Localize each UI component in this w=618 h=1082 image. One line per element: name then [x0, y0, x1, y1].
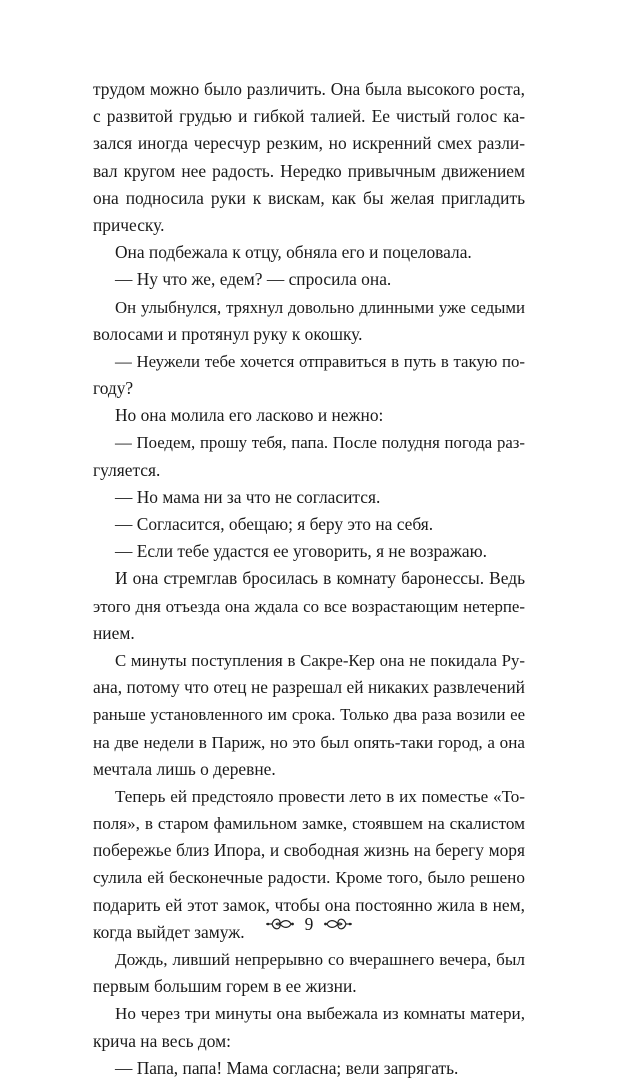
- text-line: подарить ей этот замок, чтобы она постоянно жила в нем,: [93, 894, 525, 915]
- text-line: раньше установленного им срока. Только два раза возили ее: [93, 705, 525, 725]
- text-line: ана, потому что отец не разрешал ей никаких развлечений: [93, 677, 525, 698]
- text-line: зался иногда чересчур резким, но искренний смех разли-: [93, 133, 525, 154]
- text-line: вал кругом нее радость. Нередко привычным движением: [93, 160, 525, 181]
- text-line: — Согласится, обещаю; я беру это на себя.: [115, 514, 434, 534]
- text-line: с развитой грудью и гибкой талией. Ее чистый голос ка-: [93, 106, 525, 127]
- text-line: гуляется.: [93, 459, 161, 480]
- text-line: Но через три минуты она выбежала из комнаты матери,: [115, 1004, 525, 1024]
- text-line: на две недели в Париж, но это был опять-таки город, а она: [93, 732, 525, 752]
- text-line: нием.: [93, 622, 135, 643]
- text-line: И она стремглав бросилась в комнату баронессы. Ведь: [115, 568, 525, 589]
- text-line: — Неужели тебе хочется отправиться в путь в такую по-: [115, 351, 525, 371]
- text-line: когда выйдет замуж.: [93, 921, 245, 942]
- fleuron-right-icon: [323, 916, 353, 932]
- text-line: она подносила руки к вискам, как бы желая пригладить: [93, 187, 525, 208]
- text-line: — Папа, папа! Мама согласна; вели запрягать.: [115, 1057, 459, 1078]
- fleuron-left-icon: [265, 916, 295, 932]
- text-line: Теперь ей предстояло провести лето в их поместье «То-: [115, 786, 525, 806]
- text-line: Дождь, ливший непрерывно со вчерашнего вечера, был: [115, 950, 525, 969]
- text-line: первым большим горем в ее жизни.: [93, 976, 357, 997]
- page-number: 9: [304, 914, 314, 934]
- text-line: сулила ей бесконечные радости. Кроме того, было решено: [93, 868, 525, 888]
- text-line: году?: [93, 378, 134, 399]
- text-line: поля», в старом фамильном замке, стоявшем на скалистом: [93, 814, 525, 834]
- text-line: — Поедем, прошу тебя, папа. После полудня погода раз-: [115, 433, 525, 453]
- text-line: прическу.: [93, 214, 165, 235]
- text-line: — Но мама ни за что не согласится.: [115, 486, 381, 507]
- text-line: Она подбежала к отцу, обняла его и поцеловала.: [115, 242, 472, 263]
- text-line: побережье близ Ипора, и свободная жизнь на берегу моря: [93, 840, 525, 861]
- text-line: — Если тебе удастся ее уговорить, я не возражаю.: [115, 541, 487, 562]
- text-line: Но она молила его ласково и нежно:: [115, 405, 384, 426]
- page-footer: [0, 910, 618, 938]
- text-line: волосами и протянул руку к окошку.: [93, 323, 363, 344]
- text-line: трудом можно было различить. Она была высокого роста,: [93, 79, 525, 99]
- text-line: этого дня отъезда она ждала со все возрастающим нетерпе-: [93, 596, 525, 616]
- text-line: мечтала лишь о деревне.: [93, 758, 276, 779]
- text-line: крича на весь дом:: [93, 1030, 231, 1051]
- text-line: — Ну что же, едем? — спросила она.: [115, 269, 392, 290]
- text-line: С минуты поступления в Сакре-Кер она не покидала Ру-: [115, 650, 525, 670]
- text-line: Он улыбнулся, тряхнул довольно длинными уже седыми: [115, 297, 525, 317]
